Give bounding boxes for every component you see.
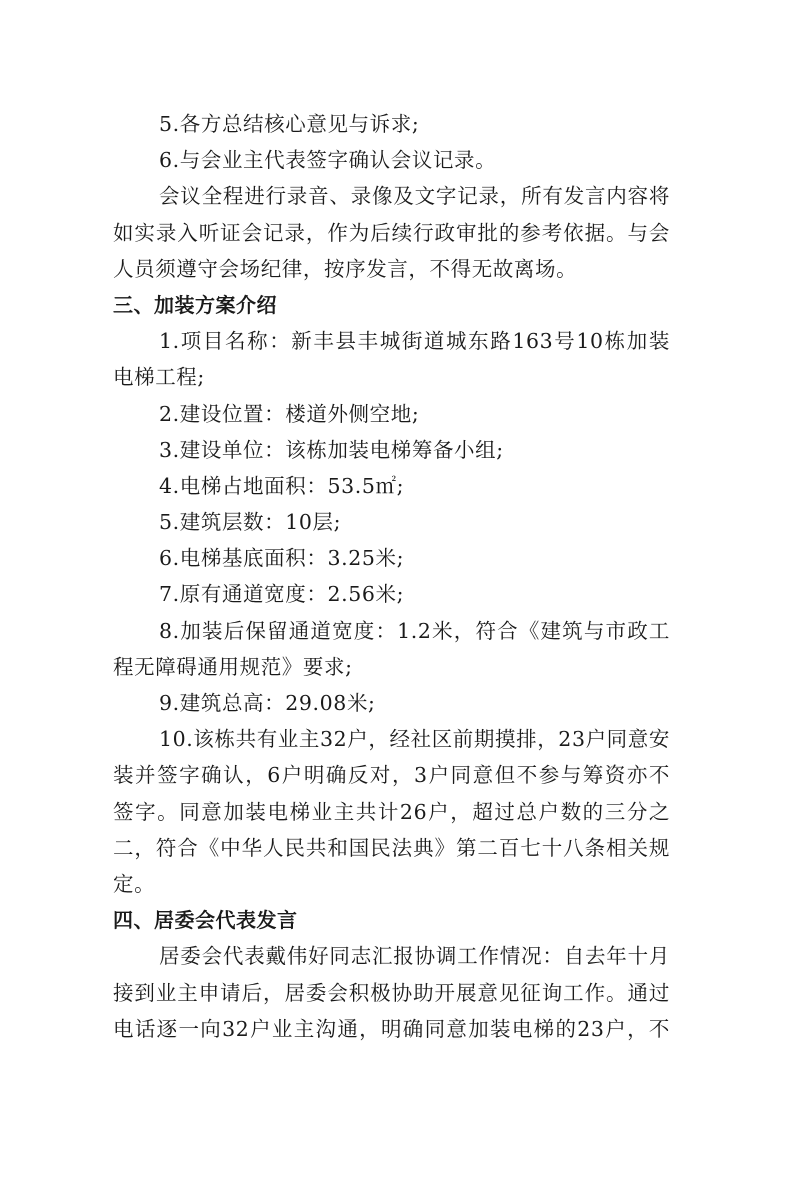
text-line: 3.建设单位：该栋加装电梯筹备小组; (159, 437, 504, 462)
text-line: 9.建筑总高：29.08米; (159, 691, 376, 715)
text-line: 定。 (113, 871, 156, 896)
text-line: 2.建设位置：楼道外侧空地; (159, 401, 420, 426)
text-line: 7.原有通道宽度：2.56米; (159, 582, 405, 607)
text-line: 签字。同意加装电梯业主共计26户，超过总户数的三分之 (113, 799, 670, 824)
text-line: 二，符合《中华人民共和国民法典》第二百七十八条相关规 (113, 835, 670, 860)
text-line: 程无障碍通用规范》要求; (113, 654, 353, 679)
text-line: 8.加装后保留通道宽度：1.2米，符合《建筑与市政工 (159, 618, 670, 643)
text-line: 10.该栋共有业主32户，经社区前期摸排，23户同意安 (159, 727, 670, 752)
section-heading: 三、加装方案介绍 (113, 292, 277, 317)
text-line: 人员须遵守会场纪律，按序发言，不得无故离场。 (113, 256, 578, 281)
text-line: 装并签字确认，6户明确反对，3户同意但不参与筹资亦不 (113, 763, 670, 788)
text-line: 1.项目名称：新丰县丰城街道城东路163号10栋加装 (159, 329, 670, 354)
text-line: 6.电梯基底面积：3.25米; (159, 546, 405, 571)
section-heading: 四、居委会代表发言 (113, 908, 298, 933)
text-line: 电话逐一向32户业主沟通，明确同意加装电梯的23户，不 (113, 1016, 670, 1041)
text-line: 居委会代表戴伟好同志汇报协调工作情况：自去年十月 (159, 944, 670, 969)
text-line: 6.与会业主代表签字确认会议记录。 (159, 148, 497, 173)
text-line: 5.各方总结核心意见与诉求; (159, 112, 420, 136)
text-line: 4.电梯占地面积：53.5㎡; (159, 473, 405, 498)
text-line: 电梯工程; (113, 365, 205, 390)
text-line: 接到业主申请后，居委会积极协助开展意见征询工作。通过 (113, 980, 670, 1005)
document-body (113, 106, 670, 1047)
text-line: 会议全程进行录音、录像及文字记录，所有发言内容将 (159, 184, 670, 209)
text-line: 5.建筑层数：10层; (159, 510, 342, 535)
text-line: 如实录入听证会记录，作为后续行政审批的参考依据。与会 (113, 220, 670, 245)
